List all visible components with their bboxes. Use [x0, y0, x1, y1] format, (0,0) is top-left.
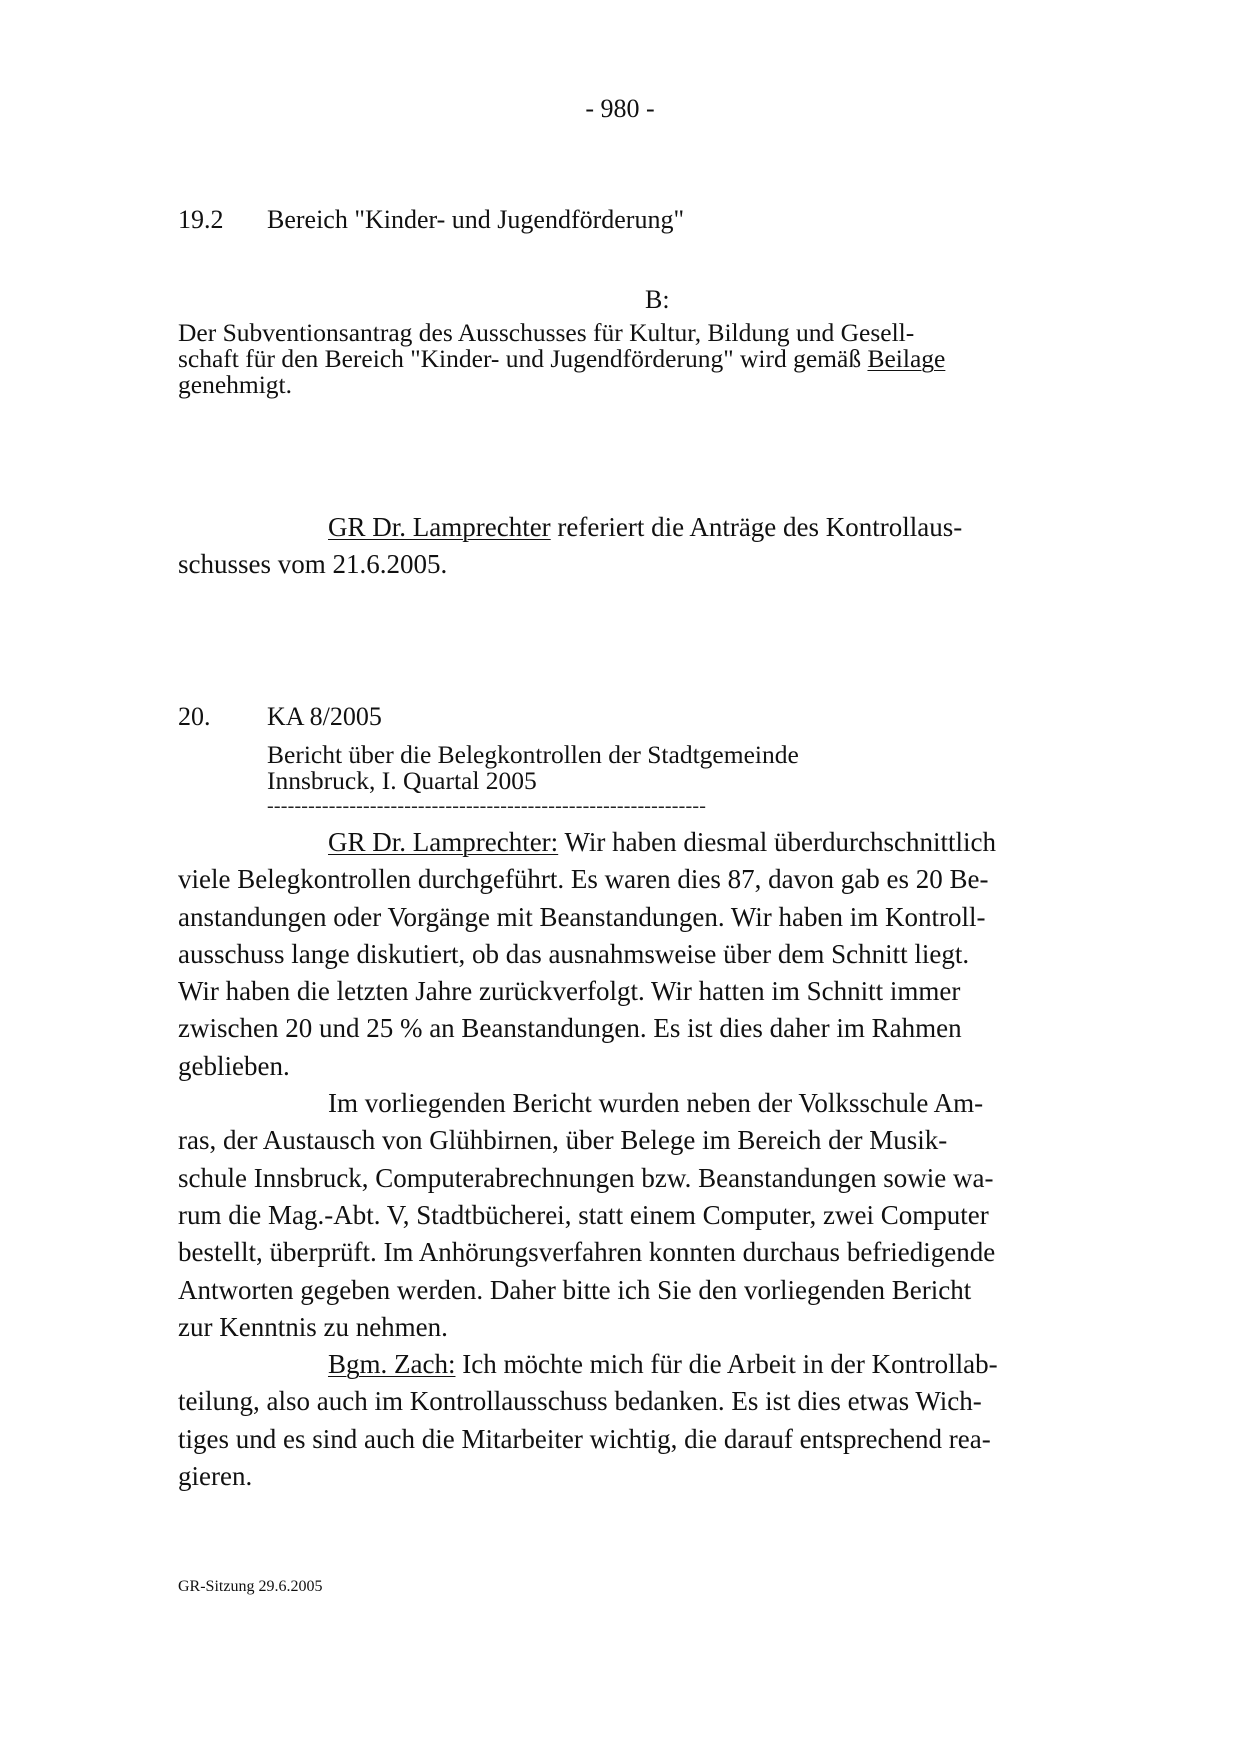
section-20-subject [267, 742, 799, 794]
decision-label: B: [645, 285, 670, 314]
body-line: ausschuss lange diskutiert, ob das ausnahmsweise über dem Schnitt liegt. [178, 938, 970, 969]
speaker-name: GR Dr. Lamprechter: [328, 827, 559, 857]
section-19-2-title: Bereich "Kinder- und Jugendförderung" [267, 205, 685, 234]
body-line-text: Ich möchte mich für die Arbeit in der Kontrollab- [455, 1349, 998, 1380]
section-19-2-number: 19.2 [178, 205, 224, 234]
body-line: geblieben. [178, 1050, 290, 1081]
body-line: Im vorliegenden Bericht wurden neben der Volksschule Am- [328, 1088, 984, 1119]
body-line: teilung, also auch im Kontrollausschuss bedanken. Es ist dies etwas Wich- [178, 1386, 982, 1417]
body-line: viele Belegkontrollen durchgeführt. Es waren dies 87, davon gab es 20 Be- [178, 864, 989, 895]
beilage-link[interactable]: Beilage [867, 344, 946, 373]
decision-line [178, 346, 1058, 372]
section-20-number: 20. [178, 702, 211, 731]
decision-line: Der Subventionsantrag des Ausschusses für Kultur, Bildung und Gesell- [178, 318, 915, 347]
speaker-name: Bgm. Zach: [328, 1349, 456, 1380]
dashed-separator: ---------------------------------------------------------------- [267, 795, 707, 817]
body-line [178, 824, 1078, 861]
referral-line: schusses vom 21.6.2005. [178, 549, 448, 579]
referral-paragraph [178, 509, 1078, 583]
speaker-name: GR Dr. Lamprechter [328, 512, 551, 542]
body-line: tiges und es sind auch die Mitarbeiter wichtig, die darauf entsprechend rea- [178, 1423, 991, 1454]
body-line: anstandungen oder Vorgänge mit Beanstandungen. Wir haben im Kontroll- [178, 901, 986, 932]
page-number: - 980 - [585, 94, 655, 123]
body-line: zwischen 20 und 25 % an Beanstandungen. Es ist dies daher im Rahmen [178, 1013, 962, 1044]
body-line: Antworten gegeben werden. Daher bitte ich Sie den vorliegenden Bericht [178, 1274, 972, 1305]
body-line: schule Innsbruck, Computerabrechnungen bzw. Beanstandungen sowie wa- [178, 1162, 994, 1193]
referral-line [178, 509, 1078, 546]
body-line: bestellt, überprüft. Im Anhörungsverfahren konnten durchaus befriedigende [178, 1237, 996, 1268]
subject-line: Bericht über die Belegkontrollen der Stadtgemeinde [267, 740, 799, 769]
section-20-code: KA 8/2005 [267, 702, 382, 731]
body-line: ras, der Austausch von Glühbirnen, über Belege im Bereich der Musik- [178, 1125, 948, 1156]
decision-text [178, 320, 1058, 398]
body-line: Wir haben die letzten Jahre zurückverfolgt. Wir hatten im Schnitt immer [178, 976, 961, 1007]
decision-line-text: schaft für den Bereich "Kinder- und Jugendförderung" wird gemäß [178, 344, 868, 373]
minutes-body [178, 824, 1078, 1495]
body-line: rum die Mag.-Abt. V, Stadtbücherei, statt einem Computer, zwei Computer [178, 1199, 989, 1230]
body-line [178, 1346, 1078, 1383]
subject-line: Innsbruck, I. Quartal 2005 [267, 766, 537, 795]
body-line: zur Kenntnis zu nehmen. [178, 1311, 448, 1342]
footer-session-date: GR-Sitzung 29.6.2005 [178, 1578, 323, 1595]
decision-line: genehmigt. [178, 370, 293, 399]
referral-text: referiert die Anträge des Kontrollaus- [550, 512, 963, 542]
body-line: gieren. [178, 1461, 253, 1492]
body-line-text: Wir haben diesmal überdurchschnittlich [558, 827, 996, 857]
